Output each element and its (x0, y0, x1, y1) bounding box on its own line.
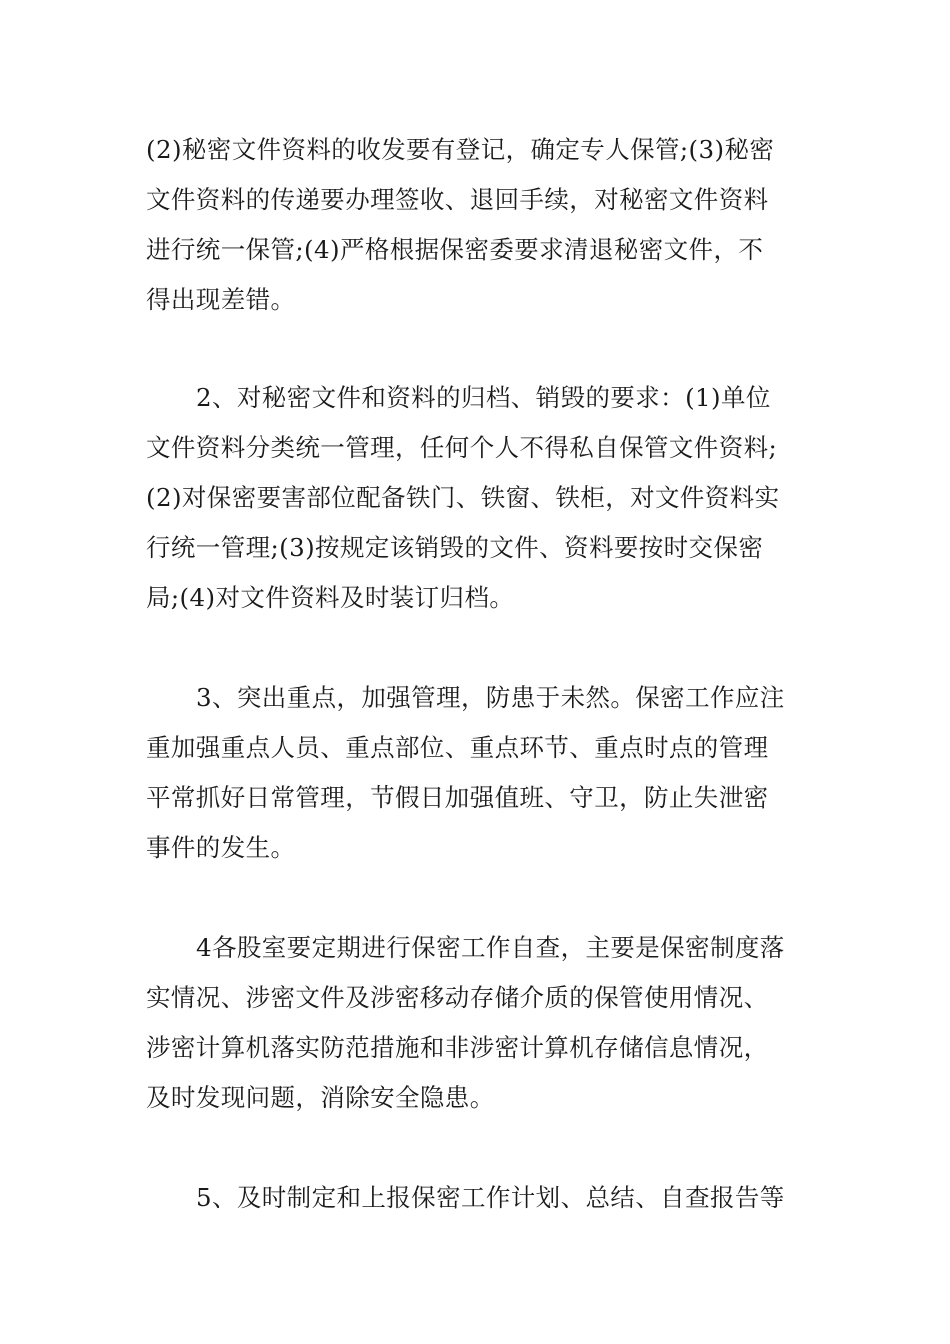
paragraph-2-line-3: (2)对保密要害部位配备铁门、铁窗、铁柜，对文件资料实 (146, 483, 780, 512)
paragraph-2-line-1: 2、对秘密文件和资料的归档、销毁的要求：(1)单位 (196, 383, 771, 412)
paragraph-1-line-3: 进行统一保管;(4)严格根据保密委要求清退秘密文件，不 (146, 235, 764, 264)
paragraph-4-line-3: 涉密计算机落实防范措施和非涉密计算机存储信息情况， (146, 1033, 769, 1062)
paragraph-3-line-2: 重加强重点人员、重点部位、重点环节、重点时点的管理 (146, 733, 769, 762)
paragraph-2-line-5: 局;(4)对文件资料及时装订归档。 (146, 583, 515, 612)
paragraph-1-line-1: (2)秘密文件资料的收发要有登记，确定专人保管;(3)秘密 (146, 135, 775, 164)
paragraph-1-line-2: 文件资料的传递要办理签收、退回手续，对秘密文件资料 (146, 185, 769, 214)
paragraph-4-line-4: 及时发现问题，消除安全隐患。 (146, 1083, 495, 1112)
paragraph-3-line-3: 平常抓好日常管理，节假日加强值班、守卫，防止失泄密 (146, 783, 769, 812)
paragraph-2-line-4: 行统一管理;(3)按规定该销毁的文件、资料要按时交保密 (146, 533, 764, 562)
paragraph-2-line-2: 文件资料分类统一管理，任何个人不得私自保管文件资料; (146, 433, 778, 462)
paragraph-3-line-4: 事件的发生。 (146, 833, 296, 862)
paragraph-1-line-4: 得出现差错。 (146, 285, 296, 314)
paragraph-3-line-1: 3、突出重点，加强管理，防患于未然。保密工作应注 (196, 683, 785, 712)
paragraph-4-line-2: 实情况、涉密文件及涉密移动存储介质的保管使用情况、 (146, 983, 769, 1012)
paragraph-5-line-1: 5、及时制定和上报保密工作计划、总结、自查报告等 (196, 1183, 785, 1212)
paragraph-4-line-1: 4各股室要定期进行保密工作自查，主要是保密制度落 (196, 933, 785, 962)
